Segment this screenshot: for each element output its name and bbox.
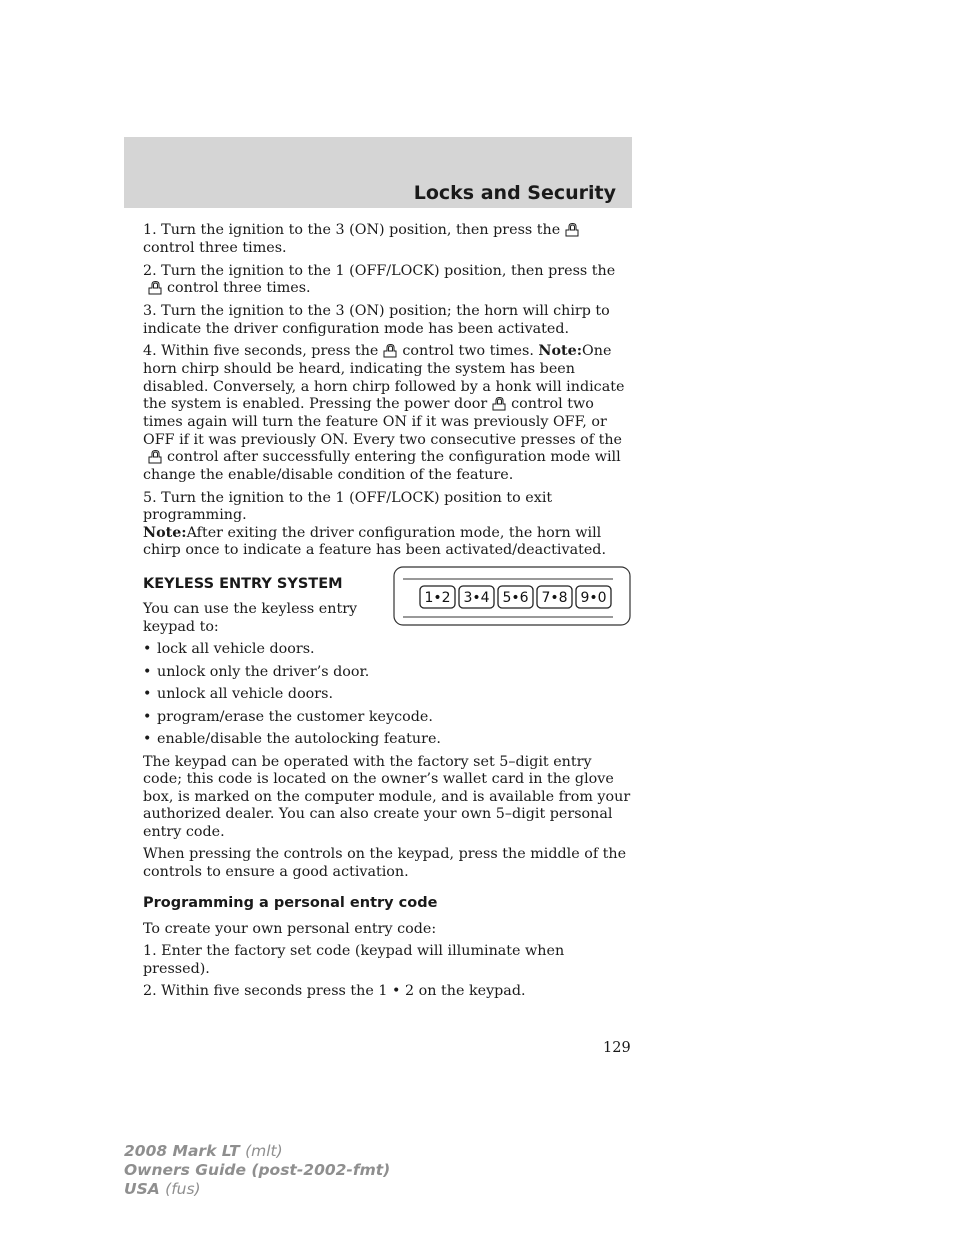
programming-step-2: 2. Within five seconds press the 1 • 2 on the keypad. bbox=[143, 983, 526, 999]
keyless-paragraph-1: The keypad can be operated with the factory set 5–digit entry code; this code is located on the owner’s wallet card in the glove box, is marked on the computer module, and is available from your authorized dealer. You can also create your own 5–digit personal entry code. bbox=[143, 753, 631, 840]
lock-icon bbox=[143, 449, 167, 467]
keypad-button-5-6 bbox=[498, 586, 533, 608]
bullet-marker: • bbox=[143, 731, 152, 747]
keypad-illustration bbox=[393, 566, 631, 626]
list-item: • unlock only the driver’s door. bbox=[143, 663, 370, 680]
list-item: • program/erase the customer keycode. bbox=[143, 708, 433, 725]
bullet-marker: • bbox=[143, 663, 152, 680]
keypad-button-9-0 bbox=[576, 586, 611, 608]
step-4: 4. Within five seconds, press the control two times. Note:One horn chirp should be heard, indicating the system has been disabled. Conversely, a horn chirp followed by a honk will indicate the system is enabled. Pressing the power door control two times again will turn the feature ON if it was previously OFF, or OFF if it was previously ON. Every two consecutive presses of thecontrol after successfully entering the configuration mode will change the enable/disable condition of the feature. bbox=[143, 343, 625, 483]
step-1: 1. Turn the ignition to the 3 (ON) position, then press thecontrol three times. bbox=[143, 222, 633, 258]
programming-heading: Programming a personal entry code bbox=[143, 895, 438, 911]
keypad-button-1-2 bbox=[420, 586, 455, 608]
programming-step-1: 1. Enter the factory set code (keypad will illuminate when pressed). bbox=[143, 943, 565, 977]
step-3: 3. Turn the ignition to the 3 (ON) position; the horn will chirp to indicate the driver configuration mode has been activated. bbox=[143, 303, 610, 337]
step-2: 2. Turn the ignition to the 1 (OFF/LOCK) position, then press thecontrol three times. bbox=[143, 262, 616, 296]
svg-text:7•8: 7•8 bbox=[541, 590, 568, 606]
keyless-paragraph-2: When pressing the controls on the keypad, press the middle of the controls to ensure a good activation. bbox=[143, 846, 627, 880]
footer bbox=[124, 1142, 390, 1199]
footer-line-2: Owners Guide (post-2002-fmt) bbox=[124, 1161, 391, 1179]
bullet-marker: • bbox=[143, 641, 152, 657]
section-title: Locks and Security bbox=[413, 182, 616, 204]
list-item: • unlock all vehicle doors. bbox=[143, 686, 334, 702]
svg-text:5•6: 5•6 bbox=[502, 590, 529, 606]
list-item: • lock all vehicle doors. bbox=[143, 641, 315, 657]
header-band bbox=[124, 137, 632, 208]
keypad-button-3-4 bbox=[459, 586, 494, 608]
svg-text:3•4: 3•4 bbox=[463, 590, 490, 606]
lock-icon bbox=[143, 280, 167, 298]
keyless-intro: You can use the keyless entry keypad to: bbox=[143, 601, 358, 635]
lock-icon bbox=[378, 343, 402, 361]
bullet-marker: • bbox=[143, 686, 152, 702]
keyless-entry-heading: KEYLESS ENTRY SYSTEM bbox=[143, 575, 343, 592]
svg-text:9•0: 9•0 bbox=[580, 590, 607, 606]
keypad-button-7-8 bbox=[537, 586, 572, 608]
footer-line-1: 2008 Mark LT (mlt) bbox=[124, 1142, 283, 1160]
step-5: 5. Turn the ignition to the 1 (OFF/LOCK) position to exit programming. bbox=[143, 489, 553, 523]
bullet-marker: • bbox=[143, 708, 152, 725]
lock-icon bbox=[560, 222, 584, 240]
svg-text:1•2: 1•2 bbox=[424, 590, 451, 606]
lock-icon bbox=[487, 396, 511, 414]
keyless-bullet-list bbox=[143, 641, 633, 749]
note-label: Note: bbox=[538, 343, 583, 359]
list-item: • enable/disable the autolocking feature. bbox=[143, 731, 441, 747]
programming-intro: To create your own personal entry code: bbox=[143, 920, 437, 937]
note-label: Note: bbox=[143, 524, 187, 541]
step-5-note: Note:After exiting the driver configuration mode, the horn will chirp once to indicate a feature has been activated/deactivated. bbox=[143, 524, 606, 558]
page-number: 129 bbox=[603, 1040, 631, 1056]
footer-line-3: USA (fus) bbox=[124, 1180, 201, 1198]
